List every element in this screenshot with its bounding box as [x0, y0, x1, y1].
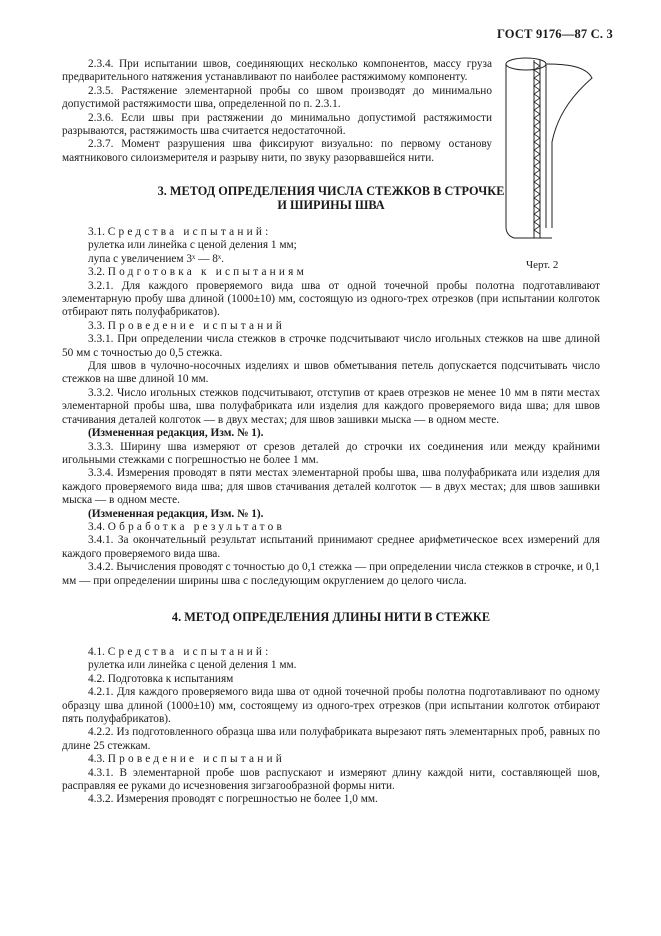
clause-4-1-item-a: рулетка или линейка с ценой деления 1 мм.: [88, 659, 297, 672]
section-3-body: [62, 226, 600, 807]
clause-3-4: 3.4. Обработка результатов: [88, 520, 285, 533]
clause-2-3-6: 2.3.6. Если швы при растяжении до минимально допустимой растяжимости разрываются, растяжимость шва считается недостаточной.: [62, 111, 492, 138]
clause-3-1: 3.1. Средства испытаний:: [88, 226, 272, 238]
clause-2-3-5: 2.3.5. Растяжение элементарной пробы со швом производят до минимально допустимой растяжимости шва, определенной по п. 2.3.1.: [62, 84, 492, 111]
clause-3-4-2: 3.4.2. Вычисления проводят с точностью до 0,1 стежка — при определении числа стежков в строчке, и 0,1 мм — при определении ширины шва с последующим округлением до целого числа.: [62, 561, 600, 587]
section-3-heading: [62, 184, 600, 212]
clause-3-4-label: Обработка результатов: [107, 520, 285, 533]
clause-4-3: 4.3. Проведение испытаний: [88, 753, 285, 766]
clause-3-4-1: 3.4.1. За окончательный результат испытаний принимают среднее арифметическое всех измерений для каждого проверяемого вида шва.: [62, 534, 600, 560]
clause-4-3-label: Проведение испытаний: [107, 753, 285, 766]
figure-caption: Черт. 2: [526, 259, 559, 271]
clause-3-3-2: 3.3.2. Число игольных стежков подсчитывают, отступив от краев отрезков не менее 10 мм в пяти местах элементарной пробы шва, шва полуфабриката или изделия для каждого проверяемого вида шва; для швов стачивания деталей колготок — в двух местах; для швов зашивки мыска — в одном месте.: [62, 386, 600, 426]
clause-3-1-label: Средства испытаний:: [107, 226, 272, 238]
clause-4-2-2: 4.2.2. Из подготовленного образца шва или полуфабриката вырезают пять элементарных проб, равных по длине 25 стежкам.: [62, 726, 600, 752]
clause-3-1-item-b: лупа с увеличением 3ˣ — 8ˣ.: [88, 252, 224, 265]
page-header: ГОСТ 9176—87 С. 3: [496, 27, 613, 41]
clause-3-2-label: Подготовка к испытаниям: [107, 266, 307, 279]
clause-3-2: 3.2. Подготовка к испытаниям: [88, 266, 307, 279]
clause-2-3-block: [62, 58, 492, 165]
clause-3-3-1-note: Для швов в чулочно-носочных изделиях и швов обметывания петель допускается подсчитывать число стежков на шве длиной 10 мм.: [62, 360, 600, 386]
clause-4-1: 4.1. Средства испытаний:: [88, 645, 272, 658]
section-4-title: 4. МЕТОД ОПРЕДЕЛЕНИЯ ДЛИНЫ НИТИ В СТЕЖКЕ: [171, 609, 491, 624]
clause-3-3-4: 3.3.4. Измерения проводят в пяти местах элементарной пробы шва, шва полуфабриката или изделия для каждого проверяемого вида шва; для швов стачивания деталей колготок — в двух местах; для швов зашивки мыска — в одном месте.: [62, 467, 600, 507]
amendment-note-1: (Измененная редакция, Изм. № 1).: [88, 427, 264, 440]
clause-2-3-4: 2.3.4. При испытании швов, соединяющих несколько компонентов, массу груза предварительного натяжения устанавливают по наиболее растяжимому компоненту.: [62, 58, 492, 84]
clause-2-3-7: 2.3.7. Момент разрушения шва фиксируют визуально: по первому останову маятникового силоизмерителя и разрыву нити, по звуку разорвавшейся нити.: [62, 138, 492, 164]
section-3-title-line2: И ШИРИНЫ ШВА: [277, 198, 385, 212]
clause-4-3-2: 4.3.2. Измерения проводят с погрешностью не более 1,0 мм.: [88, 793, 378, 806]
clause-3-3-1: 3.3.1. При определении числа стежков в строчке подсчитывают число игольных стежков на шве длиной 50 мм с точностью до 0,5 стежка.: [62, 333, 600, 359]
clause-4-2-1: 4.2.1. Для каждого проверяемого вида шва от одной точечной пробы полотна подготавливают по одному образцу шва длиной (1000±10) мм, состоящему из одного-трех отрезков (при испытании колготок отбирают пять полуфабрикатов).: [62, 686, 600, 725]
clause-4-1-label: Средства испытаний:: [107, 645, 272, 658]
clause-3-3-3: 3.3.3. Ширину шва измеряют от срезов деталей до строчки их соединения или между крайними игольными стежками с погрешностью не более 1 мм.: [62, 440, 600, 466]
clause-4-2: 4.2. Подготовка к испытаниям: [88, 672, 234, 685]
clause-3-1-item-a: рулетка или линейка с ценой деления 1 мм;: [88, 239, 297, 252]
clause-4-3-1: 4.3.1. В элементарной пробе шов распускают и измеряют длину каждой нити, составляющей шов, расправляя ее руками до исчезновения зигзагообразной формы нити.: [62, 766, 600, 793]
section-3-title-line1: 3. МЕТОД ОПРЕДЕЛЕНИЯ ЧИСЛА СТЕЖКОВ В СТРОЧКЕ: [157, 184, 505, 198]
amendment-note-2: (Измененная редакция, Изм. № 1).: [88, 507, 264, 520]
clause-3-3-label: Проведение испытаний: [107, 319, 285, 332]
clause-3-2-1: 3.2.1. Для каждого проверяемого вида шва от одной точечной пробы полотна подготавливают элементарную пробу шва длиной (1000±10) мм, состоящую из одного-трех отрезков (при испытании колготок отбирают пять полуфабрикатов).: [62, 279, 600, 319]
clause-3-3: 3.3. Проведение испытаний: [88, 319, 285, 332]
